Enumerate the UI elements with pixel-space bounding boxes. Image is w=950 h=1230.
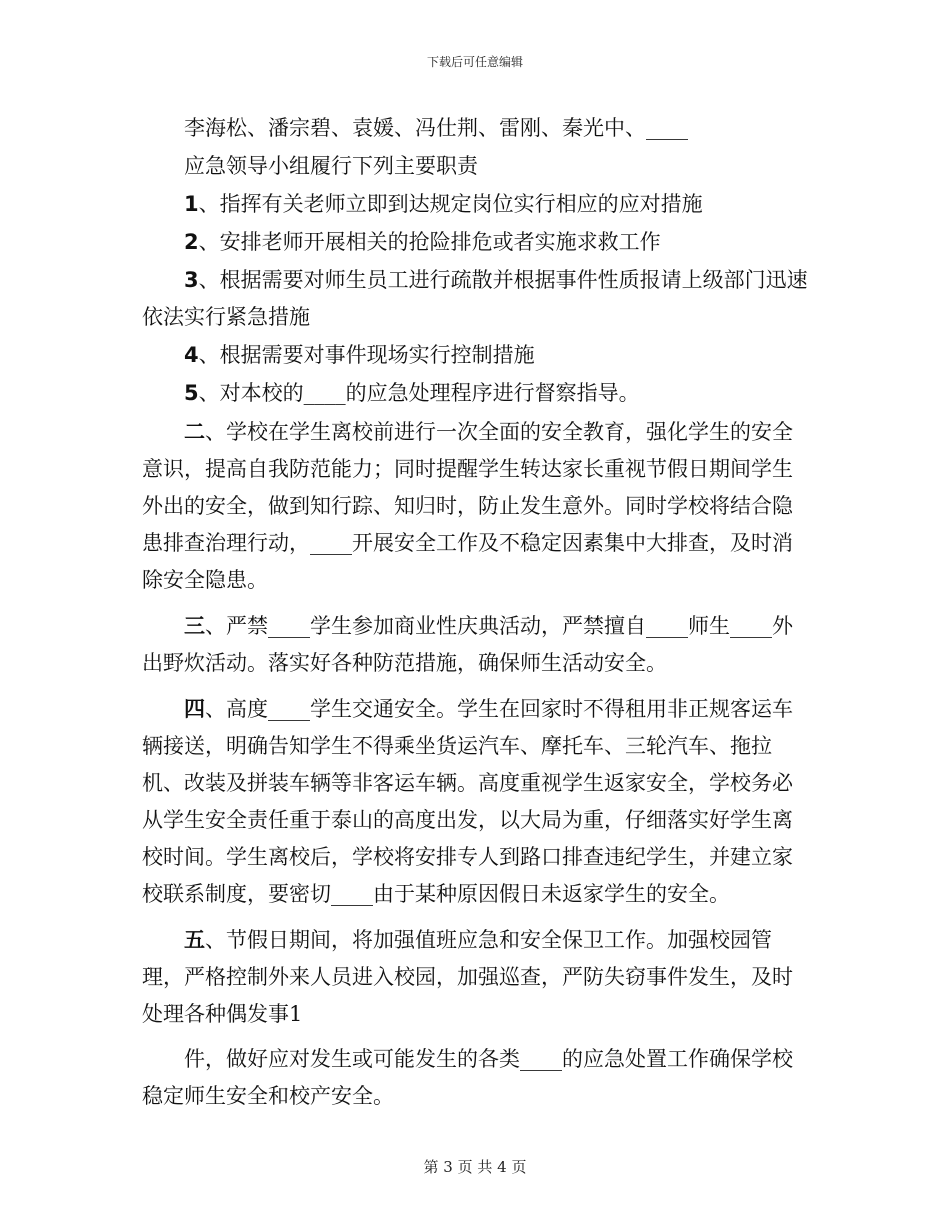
paragraph-duty-3 <box>142 262 810 336</box>
paragraph-text: 李海松、潘宗碧、袁媛、冯仕荆、雷刚、秦光中、____ <box>184 116 688 140</box>
paragraph-lead: 五 <box>184 927 205 952</box>
paragraph-section-3 <box>142 607 810 682</box>
page-number: 第 3 页 共 4 页 <box>423 1158 527 1176</box>
paragraph-lead: 3 <box>184 268 199 292</box>
paragraph-members <box>142 110 810 147</box>
paragraph-section-5-continued <box>142 1041 810 1115</box>
paragraph-duty-1 <box>142 186 810 223</box>
paragraph-section-5 <box>142 921 810 1033</box>
paragraph-text: 、学校在学生离校前进行一次全面的安全教育，强化学生的安全意识，提高自我防范能力；同时提醒学生转达家长重视节假日期间学生外出的安全，做到知行踪、知归时，防止发生意外。同时学校将结合隐患排查治理行动，____开展安全工作及不稳定因素集中大排查，及时消除安全隐患。 <box>142 420 793 592</box>
paragraph-lead: 4 <box>184 343 199 367</box>
paragraph-section-2 <box>142 413 810 599</box>
paragraph-text: 、安排老师开展相关的抢险排危或者实施求救工作 <box>198 230 661 254</box>
paragraph-lead: 5 <box>184 381 199 405</box>
paragraph-duties-intro <box>142 148 810 185</box>
paragraph-lead: 2 <box>184 230 199 254</box>
paragraph-text: 、严禁____学生参加商业性庆典活动，严禁擅自____师生____外出野炊活动。落实好各种防范措施，确保师生活动安全。 <box>142 614 793 675</box>
paragraph-text: 、根据需要对师生员工进行疏散并根据事件性质报请上级部门迅速依法实行紧急措施 <box>142 268 808 329</box>
paragraph-text: 、节假日期间，将加强值班应急和安全保卫工作。加强校园管理，严格控制外来人员进入校园，加强巡查，严防失窃事件发生，及时处理各种偶发事1 <box>142 928 793 1026</box>
paragraph-text: 应急领导小组履行下列主要职责 <box>184 154 478 178</box>
page-header: 下载后可任意编辑 <box>426 55 523 69</box>
paragraph-lead: 二 <box>184 419 205 444</box>
paragraph-text: 、指挥有关老师立即到达规定岗位实行相应的应对措施 <box>198 192 703 216</box>
paragraph-text: 件，做好应对发生或可能发生的各类____的应急处置工作确保学校稳定师生安全和校产安全。 <box>142 1047 793 1108</box>
paragraph-lead: 三 <box>184 613 205 638</box>
paragraph-lead: 1 <box>184 192 199 216</box>
paragraph-text: 、对本校的____的应急处理程序进行督察指导。 <box>198 381 640 405</box>
paragraph-text: 、高度____学生交通安全。学生在回家时不得租用非正规客运车辆接送，明确告知学生不得乘坐货运汽车、摩托车、三轮汽车、拖拉机、改装及拼装车辆等非客运车辆。高度重视学生返家安全，学校务必从学生安全责任重于泰山的高度出发，以大局为重，仔细落实好学生离校时间。学生离校后，学校将安排专人到路口排查违纪学生，并建立家校联系制度，要密切____由于某种原因假日未返家学生的安全。 <box>142 697 793 906</box>
document-body <box>142 110 810 1116</box>
paragraph-lead: 四 <box>184 696 205 721</box>
paragraph-duty-4 <box>142 337 810 374</box>
paragraph-duty-2 <box>142 224 810 261</box>
paragraph-section-4 <box>142 690 810 913</box>
paragraph-duty-5 <box>142 375 810 412</box>
paragraph-text: 、根据需要对事件现场实行控制措施 <box>198 343 535 367</box>
